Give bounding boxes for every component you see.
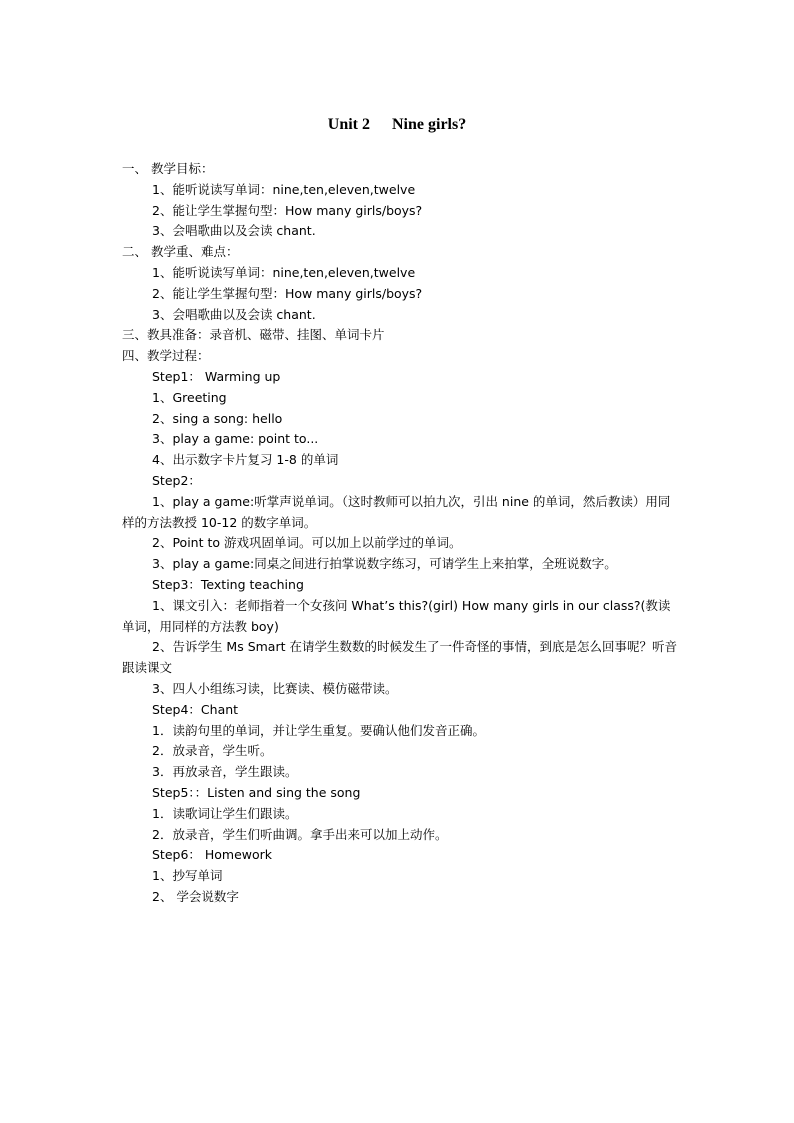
title-name: Nine girls?: [392, 116, 467, 133]
section-heading: 四、教学过程：: [122, 348, 210, 364]
body-line: 2、 学会说数字: [152, 888, 239, 904]
body-line: 1．读歌词让学生们跟读。: [152, 805, 298, 821]
body-line: Step2：: [152, 472, 201, 488]
body-line: 3．再放录音，学生跟读。: [152, 764, 298, 780]
body-line: 3、play a game: point to...: [152, 431, 319, 447]
body-line: 2、sing a song: hello: [152, 410, 283, 426]
body-line: 4、出示数字卡片复习 1-8 的单词: [152, 452, 339, 468]
body-line: 1、能听说读写单词：nine,ten,eleven,twelve: [152, 181, 416, 197]
body-line: 2、能让学生掌握句型：How many girls/boys?: [152, 202, 423, 218]
title-unit: Unit 2: [327, 116, 370, 133]
body-line: 2．放录音，学生们听曲调。拿手出来可以加上动作。: [152, 826, 448, 842]
body-line: 1、能听说读写单词：nine,ten,eleven,twelve: [152, 264, 416, 280]
body-line: 2．放录音，学生听。: [152, 743, 273, 759]
document-title: [0, 116, 794, 134]
body-line: 3、会唱歌曲以及会读 chant.: [152, 223, 316, 239]
body-line: Step4：Chant: [152, 701, 239, 717]
body-line: 2、Point to 游戏巩固单词。可以加上以前学过的单词。: [152, 535, 462, 551]
body-line: Step5：：Listen and sing the song: [152, 784, 361, 800]
section-heading: 三、教具准备：录音机、磁带、挂图、单词卡片: [122, 327, 385, 343]
body-line: Step6： Homework: [152, 847, 273, 863]
body-line: 1、课文引入：老师指着一个女孩问 What’s this?(girl) How many girls in our class?(教读单词，用同样的方法教 boy): [122, 597, 671, 634]
body-line: Step3：Texting teaching: [152, 576, 304, 592]
body-line: Step1： Warming up: [152, 368, 281, 384]
body-line: 1、抄写单词: [152, 868, 223, 884]
body-line: 2、告诉学生 Ms Smart 在请学生数数的时候发生了一件奇怪的事情，到底是怎么回事呢？听音跟读课文: [122, 639, 677, 676]
lesson-plan-body: [122, 159, 682, 908]
body-line: 1、Greeting: [152, 389, 227, 405]
section-heading: 二、 教学重、难点：: [122, 244, 239, 260]
body-line: 3、play a game:同桌之间进行拍掌说数字练习，可请学生上来拍掌，全班说数字。: [152, 556, 617, 572]
body-line: 1．读韵句里的单词，并让学生重复。要确认他们发音正确。: [152, 722, 485, 738]
body-line: 1、play a game:听掌声说单词。（这时教师可以拍九次，引出 nine 的单词，然后教读）用同样的方法教授 10-12 的数字单词。: [122, 493, 671, 530]
body-line: 3、四人小组练习读，比赛读、模仿磁带读。: [152, 680, 398, 696]
section-heading: 一、 教学目标：: [122, 161, 214, 176]
body-line: 3、会唱歌曲以及会读 chant.: [152, 306, 316, 322]
body-line: 2、能让学生掌握句型：How many girls/boys?: [152, 285, 423, 301]
